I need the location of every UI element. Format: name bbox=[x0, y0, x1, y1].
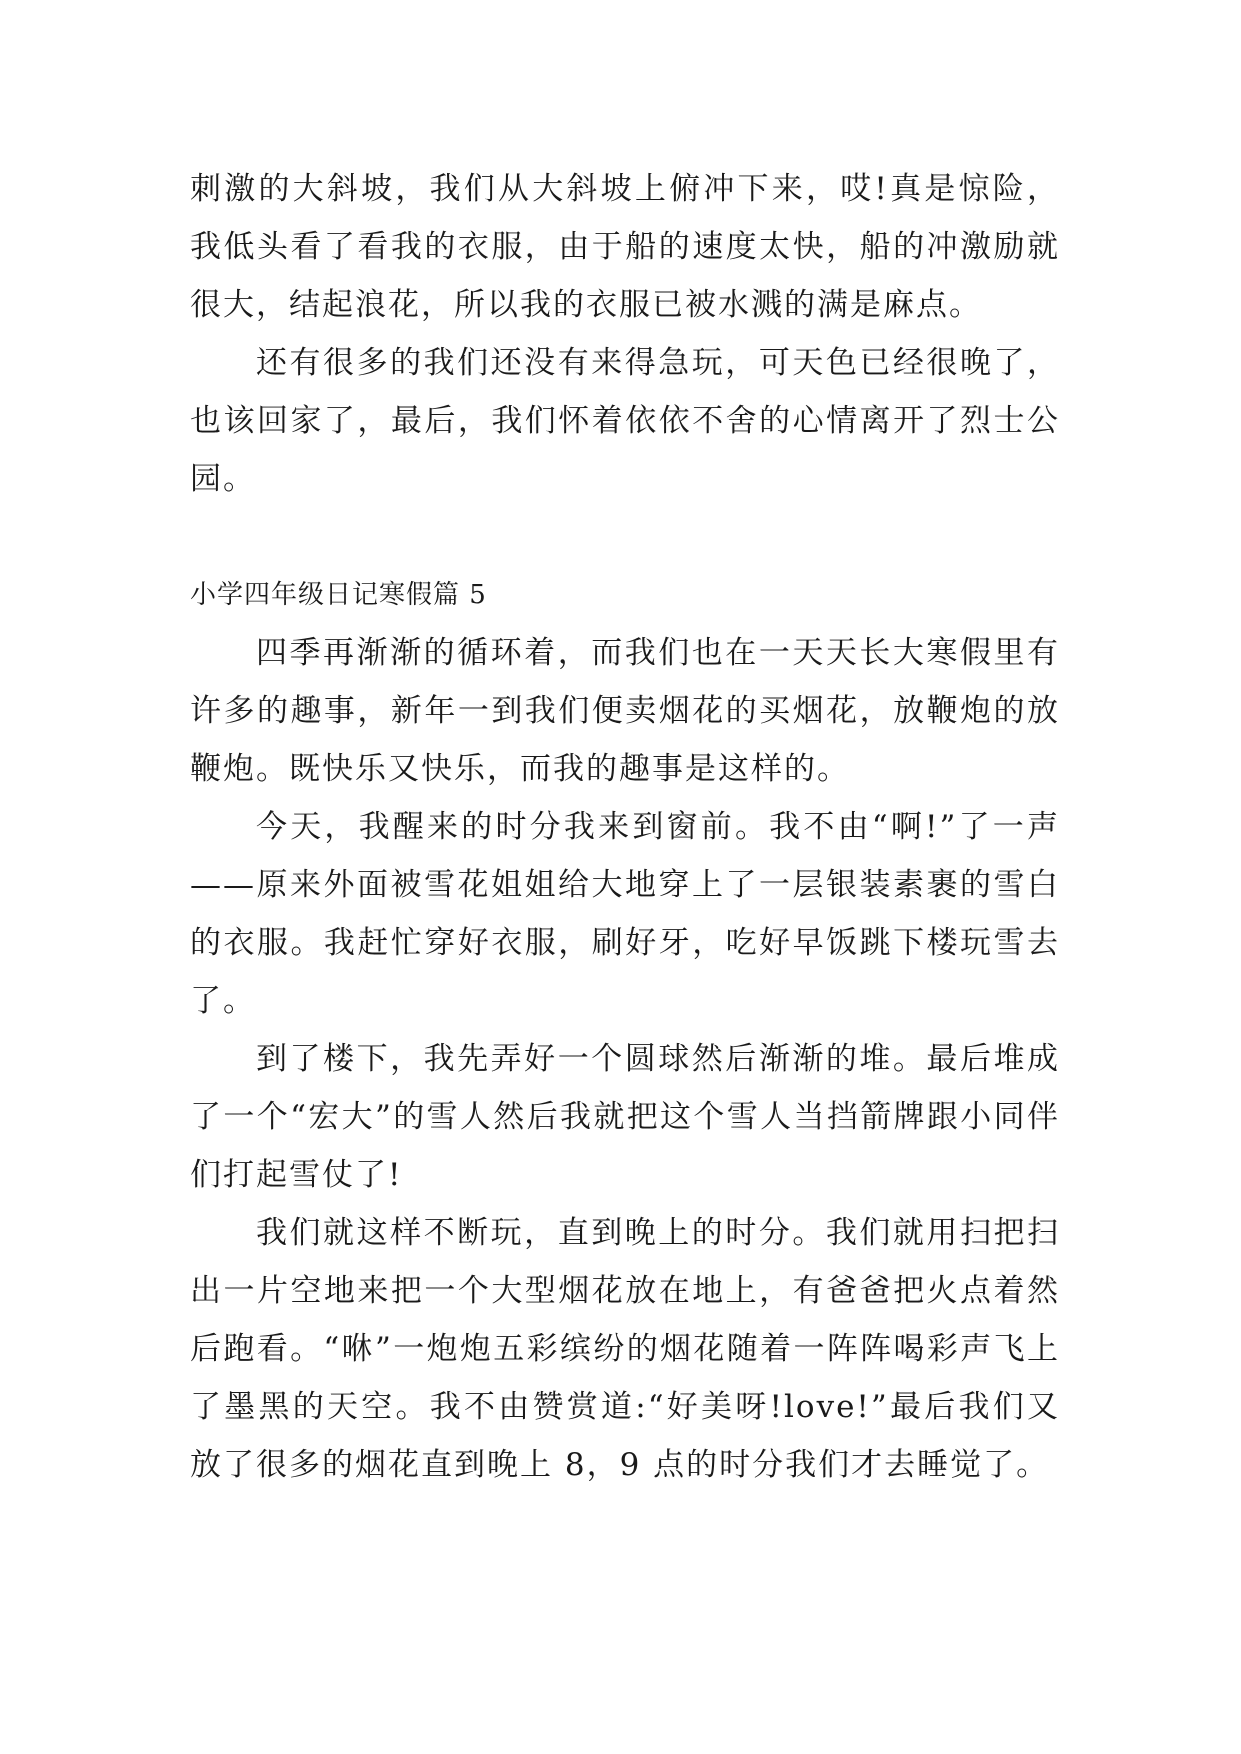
document-body bbox=[190, 160, 1060, 1494]
paragraph-3: 到了楼下，我先弄好一个圆球然后渐渐的堆。最后堆成了一个“宏大”的雪人然后我就把这个雪人当挡箭牌跟小同伴们打起雪仗了! bbox=[190, 1041, 1060, 1193]
paragraph-continued-1: 刺激的大斜坡，我们从大斜坡上俯冲下来，哎!真是惊险，我低头看了看我的衣服，由于船的速度太快，船的冲激励就很大，结起浪花，所以我的衣服已被水溅的满是麻点。 bbox=[190, 171, 1060, 323]
section-title: 小学四年级日记寒假篇 5 bbox=[190, 580, 487, 610]
paragraph-1: 四季再渐渐的循环着，而我们也在一天天长大寒假里有许多的趣事，新年一到我们便卖烟花的买烟花，放鞭炮的放鞭炮。既快乐又快乐，而我的趣事是这样的。 bbox=[190, 635, 1060, 787]
paragraph-2: 今天，我醒来的时分我来到窗前。我不由“啊!”了一声——原来外面被雪花姐姐给大地穿上了一层银装素裹的雪白的衣服。我赶忙穿好衣服，刷好牙，吃好早饭跳下楼玩雪去了。 bbox=[190, 809, 1060, 1019]
paragraph-continued-2: 还有很多的我们还没有来得急玩，可天色已经很晚了，也该回家了，最后，我们怀着依依不舍的心情离开了烈士公园。 bbox=[190, 345, 1060, 497]
paragraph-4: 我们就这样不断玩，直到晚上的时分。我们就用扫把扫出一片空地来把一个大型烟花放在地上，有爸爸把火点着然后跑看。“咻”一炮炮五彩缤纷的烟花随着一阵阵喝彩声飞上了墨黑的天空。我不由赞赏道:“好美呀!love!”最后我们又放了很多的烟花直到晚上 8，9 点的时分我们才去睡觉了。 bbox=[190, 1215, 1060, 1483]
